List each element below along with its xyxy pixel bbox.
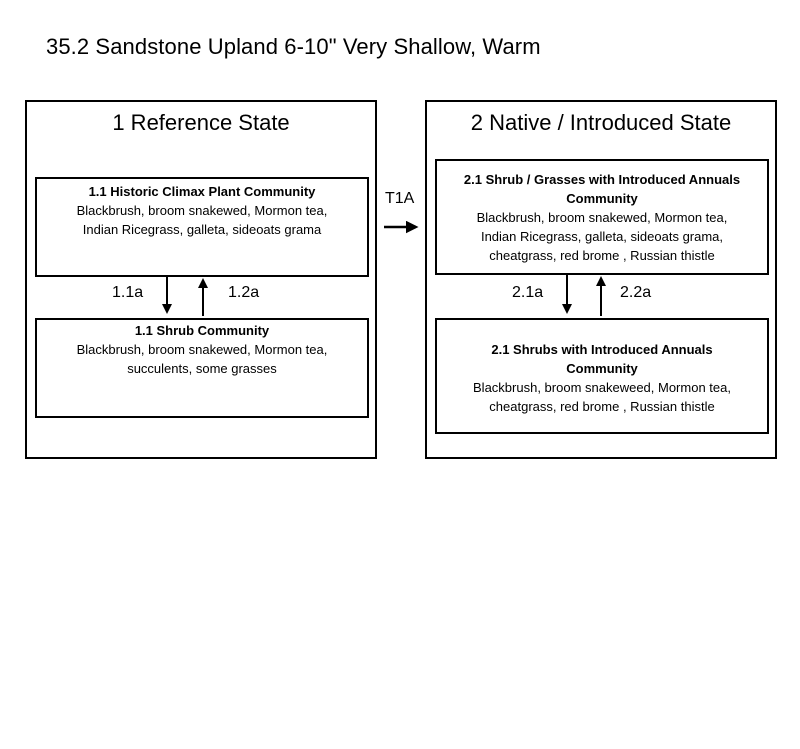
pathway-label-1-2a: 1.2a bbox=[228, 284, 260, 301]
native-introduced-state-title: 2 Native / Introduced State bbox=[470, 110, 732, 135]
reference-state-title: 1 Reference State bbox=[112, 110, 290, 135]
pathway-label-2-2a: 2.2a bbox=[620, 284, 652, 301]
page-title: 35.2 Sandstone Upland 6-10" Very Shallow, Warm bbox=[46, 34, 541, 59]
historic-climax-species-line-2: Indian Ricegrass, galleta, sideoats grama bbox=[82, 222, 322, 237]
shrub-grasses-heading-line-1: 2.1 Shrub / Grasses with Introduced Annuals bbox=[463, 172, 741, 187]
shrub-community-heading: 1.1 Shrub Community bbox=[134, 323, 270, 338]
shrub-community-species-line-2: succulents, some grasses bbox=[127, 361, 277, 376]
transition-label-t1a: T1A bbox=[385, 190, 415, 207]
shrub-community-species-line-1: Blackbrush, broom snakewed, Mormon tea, bbox=[76, 342, 328, 357]
shrub-grasses-species-line-3: cheatgrass, red brome , Russian thistle bbox=[489, 248, 715, 263]
shrubs-introduced-species-line-2: cheatgrass, red brome , Russian thistle bbox=[489, 399, 715, 414]
pathway-label-2-1a: 2.1a bbox=[512, 284, 544, 301]
shrubs-introduced-heading-line-1: 2.1 Shrubs with Introduced Annuals bbox=[491, 342, 713, 357]
historic-climax-species-line-1: Blackbrush, broom snakewed, Mormon tea, bbox=[76, 203, 328, 218]
shrub-grasses-species-line-1: Blackbrush, broom snakewed, Mormon tea, bbox=[476, 210, 728, 225]
shrubs-introduced-heading-line-2: Community bbox=[566, 361, 638, 376]
pathway-label-1-1a: 1.1a bbox=[112, 284, 144, 301]
historic-climax-community-heading: 1.1 Historic Climax Plant Community bbox=[88, 184, 316, 199]
shrubs-introduced-species-line-1: Blackbrush, broom snakeweed, Mormon tea, bbox=[473, 380, 731, 395]
shrub-grasses-heading-line-2: Community bbox=[566, 191, 638, 206]
shrub-grasses-species-line-2: Indian Ricegrass, galleta, sideoats grama, bbox=[480, 229, 724, 244]
